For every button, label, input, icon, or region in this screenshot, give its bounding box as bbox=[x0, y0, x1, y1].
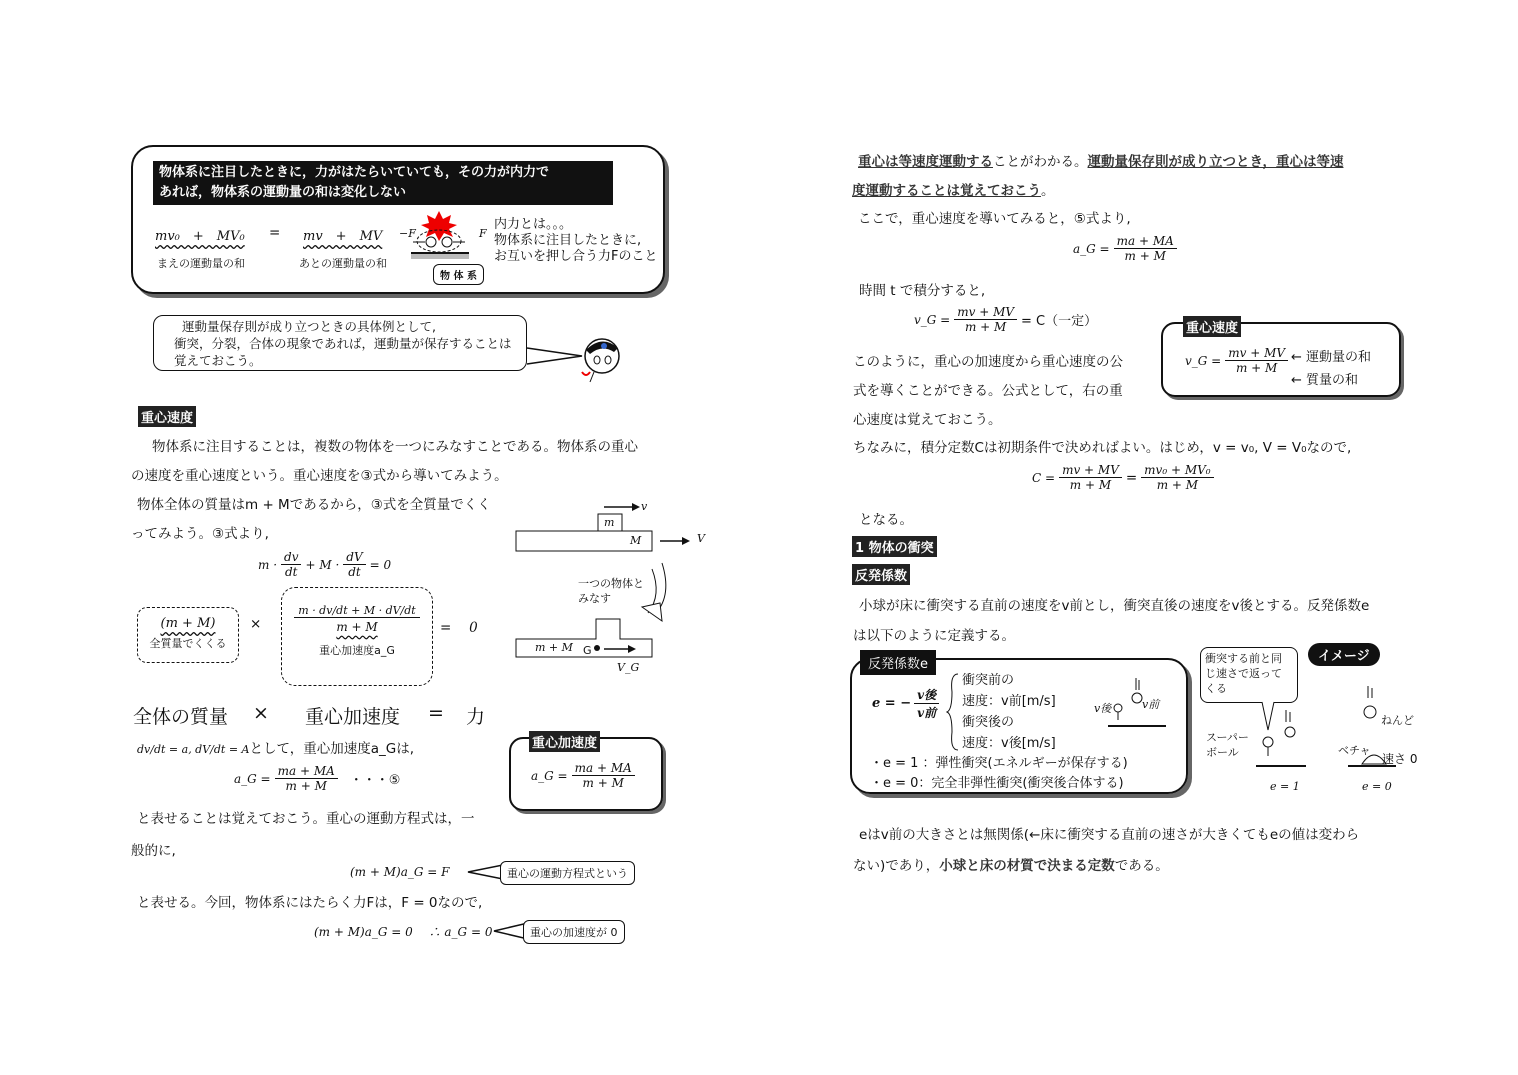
right-line-3: ここで，重心速度を導いてみると，⑤式より, bbox=[858, 211, 1131, 227]
right-paragraph: このように，重心の加速度から重心速度の公 式を導くことができる。公式として，右の重 心速度は覚えておこう。 bbox=[853, 354, 1123, 428]
restitution-box: 反発係数e e = − $\frac{\text{v後}}{\text{v前}}$ 衝突前の 速度：v前[m/s] 衝突後の 速度：v後[m/s] v後 v前 ・e = 1 ：弾性衝突(エネルギーが保存する) ・e = 0：完全非弾性衝突(衝突後合体する) bbox=[850, 658, 1188, 794]
force-right-label: F bbox=[479, 227, 487, 240]
right-equation-aG: a_G = $\frac{ma + MA}{m + M}$ bbox=[1073, 234, 1177, 263]
internal-force-explanation: 内力とは。。。 物体系に注目したときに, お互いを押し合う力Fのこと bbox=[494, 217, 658, 264]
label-before: まえの運動量の和 bbox=[157, 257, 245, 270]
diagram-v: v bbox=[641, 500, 648, 513]
clay-label: ねんど bbox=[1381, 714, 1414, 727]
constant-line: ちなみに，積分定数Cは初期条件で決めればよい。はじめ，v = v₀, V = V₀なので, bbox=[853, 440, 1352, 456]
collision-heading: 1 物体の衝突 bbox=[852, 536, 937, 557]
cg-velocity-heading: 重心速度 bbox=[138, 406, 196, 427]
restitution-paragraph: 小球が床に衝突する直前の速度をv前とし，衝突直後の速度をv後とする。反発係数e は以下のように定義する。 bbox=[853, 598, 1370, 644]
equation-momentum-derivative: m · $\frac{dv}{dt}$ + M · $\frac{dV}{dt}$ = 0 bbox=[258, 550, 392, 579]
equation-aG: a_G = $\frac{ma + MA}{m + M}$ ・・・⑤ bbox=[234, 764, 401, 793]
right-line-2: 度運動することは覚えておこう。 bbox=[852, 183, 1055, 199]
principle-title: 物体系に注目したときに，力がはたらいていても，その力が内力で あれば，物体系の運動量の和は変化しない bbox=[153, 161, 613, 205]
times-sign: × bbox=[250, 616, 262, 632]
diagram-M: M bbox=[630, 534, 642, 547]
label-after: あとの運動量の和 bbox=[299, 257, 387, 270]
mass-group-box: (m + M) 全質量でくくる bbox=[137, 607, 239, 663]
force-left-label: −F bbox=[399, 227, 416, 240]
e0-label: e = 0 bbox=[1362, 780, 1392, 793]
final-paragraph: eはv前の大きさとは無関係(←床に衝突する直前の速さが大きくてもeの値は変わら ない)であり，小球と床の材質で決まる定数である。 bbox=[853, 827, 1360, 874]
equals-zero: = 0 bbox=[440, 620, 478, 636]
diagram-note: 一つの物体と みなす bbox=[578, 577, 644, 605]
e1-label: e = 1 bbox=[1270, 780, 1300, 793]
integrate-line: 時間 t で積分すると, bbox=[859, 283, 986, 299]
principle-box bbox=[131, 145, 665, 294]
bounce-bubble: 衝突する前と同 じ速さで返って くる bbox=[1200, 647, 1298, 703]
momentum-after: mv + MV bbox=[303, 229, 383, 244]
definition-line: dv/dt = a, dV/dt = Aとして，重心加速度a_Gは, bbox=[137, 741, 415, 757]
equation-of-motion-zero: (m + M)a_G = 0 ∴ a_G = 0 bbox=[314, 925, 493, 939]
diagram-combined: m + M bbox=[535, 641, 573, 654]
momentum-equals: = bbox=[269, 225, 281, 241]
restitution-heading: 反発係数 bbox=[852, 564, 910, 585]
right-line-1: 重心は等速度運動することがわかる。運動量保存則が成り立つとき，重心は等速 bbox=[858, 154, 1344, 170]
diagram-V: V bbox=[697, 532, 705, 545]
naru-line: となる。 bbox=[859, 512, 913, 528]
diagram-VG: V_G bbox=[617, 661, 640, 674]
mascot-icon bbox=[524, 330, 624, 386]
paragraph-3: と表せることは覚えておこう。重心の運動方程式は，一 般的に, bbox=[131, 811, 475, 859]
super-ball-label: スーパー ボール bbox=[1206, 731, 1249, 759]
squish-label: ベチャ bbox=[1338, 744, 1371, 757]
momentum-before: mv₀ + MV₀ bbox=[155, 229, 245, 244]
speed-zero-label: 速さ 0 bbox=[1382, 752, 1418, 766]
brace-icon bbox=[946, 672, 960, 752]
cg-velocity-box: 重心速度 v_G = $\frac{mv + MV}{m + M}$ ← 運動量の和 ← 質量の和 bbox=[1161, 322, 1401, 397]
paragraph-1: 物体系に注目することは，複数の物体を一つにみなすことである。物体系の重心 の速度を重心速度という。重心速度を③式から導いてみよう。 bbox=[131, 439, 638, 484]
cg-accel-box: 重心加速度 a_G = $\frac{ma + MA}{m + M}$ bbox=[509, 737, 663, 811]
equation-of-motion: (m + M)a_G = F bbox=[350, 865, 450, 879]
diagram-m: m bbox=[604, 516, 615, 529]
word-equation: 全体の質量 × 重心加速度 = 力 bbox=[133, 702, 486, 728]
speech-bubble: 運動量保存則が成り立つときの具体例として, 衝突，分裂，合体の現象であれば，運動量が保存することは 覚えておこう。 bbox=[153, 315, 527, 371]
paragraph-4: と表せる。今回，物体系にはたらく力Fは，F = 0なので, bbox=[137, 895, 483, 911]
paragraph-2: 物体全体の質量はm + Mであるから，③式を全質量でくく ってみよう。③式より, bbox=[131, 497, 491, 542]
equation-C: C = $\frac{mv + MV}{m + M}$ = $\frac{\text{mv₀ + MV₀}}{m + M}$ bbox=[1032, 463, 1214, 492]
accel-group-box: m · dv/dt + M · dV/dt m + M 重心加速度a_G bbox=[281, 587, 433, 686]
eom2-callout: 重心の加速度が 0 bbox=[523, 920, 625, 944]
image-badge: イメージ bbox=[1308, 643, 1380, 666]
diagram-G: G bbox=[583, 644, 592, 657]
system-label: 物 体 系 bbox=[433, 264, 484, 285]
equation-vG: v_G = $\frac{mv + MV}{m + M}$ = C（一定） bbox=[914, 305, 1098, 334]
eom-callout: 重心の運動方程式という bbox=[500, 861, 635, 885]
